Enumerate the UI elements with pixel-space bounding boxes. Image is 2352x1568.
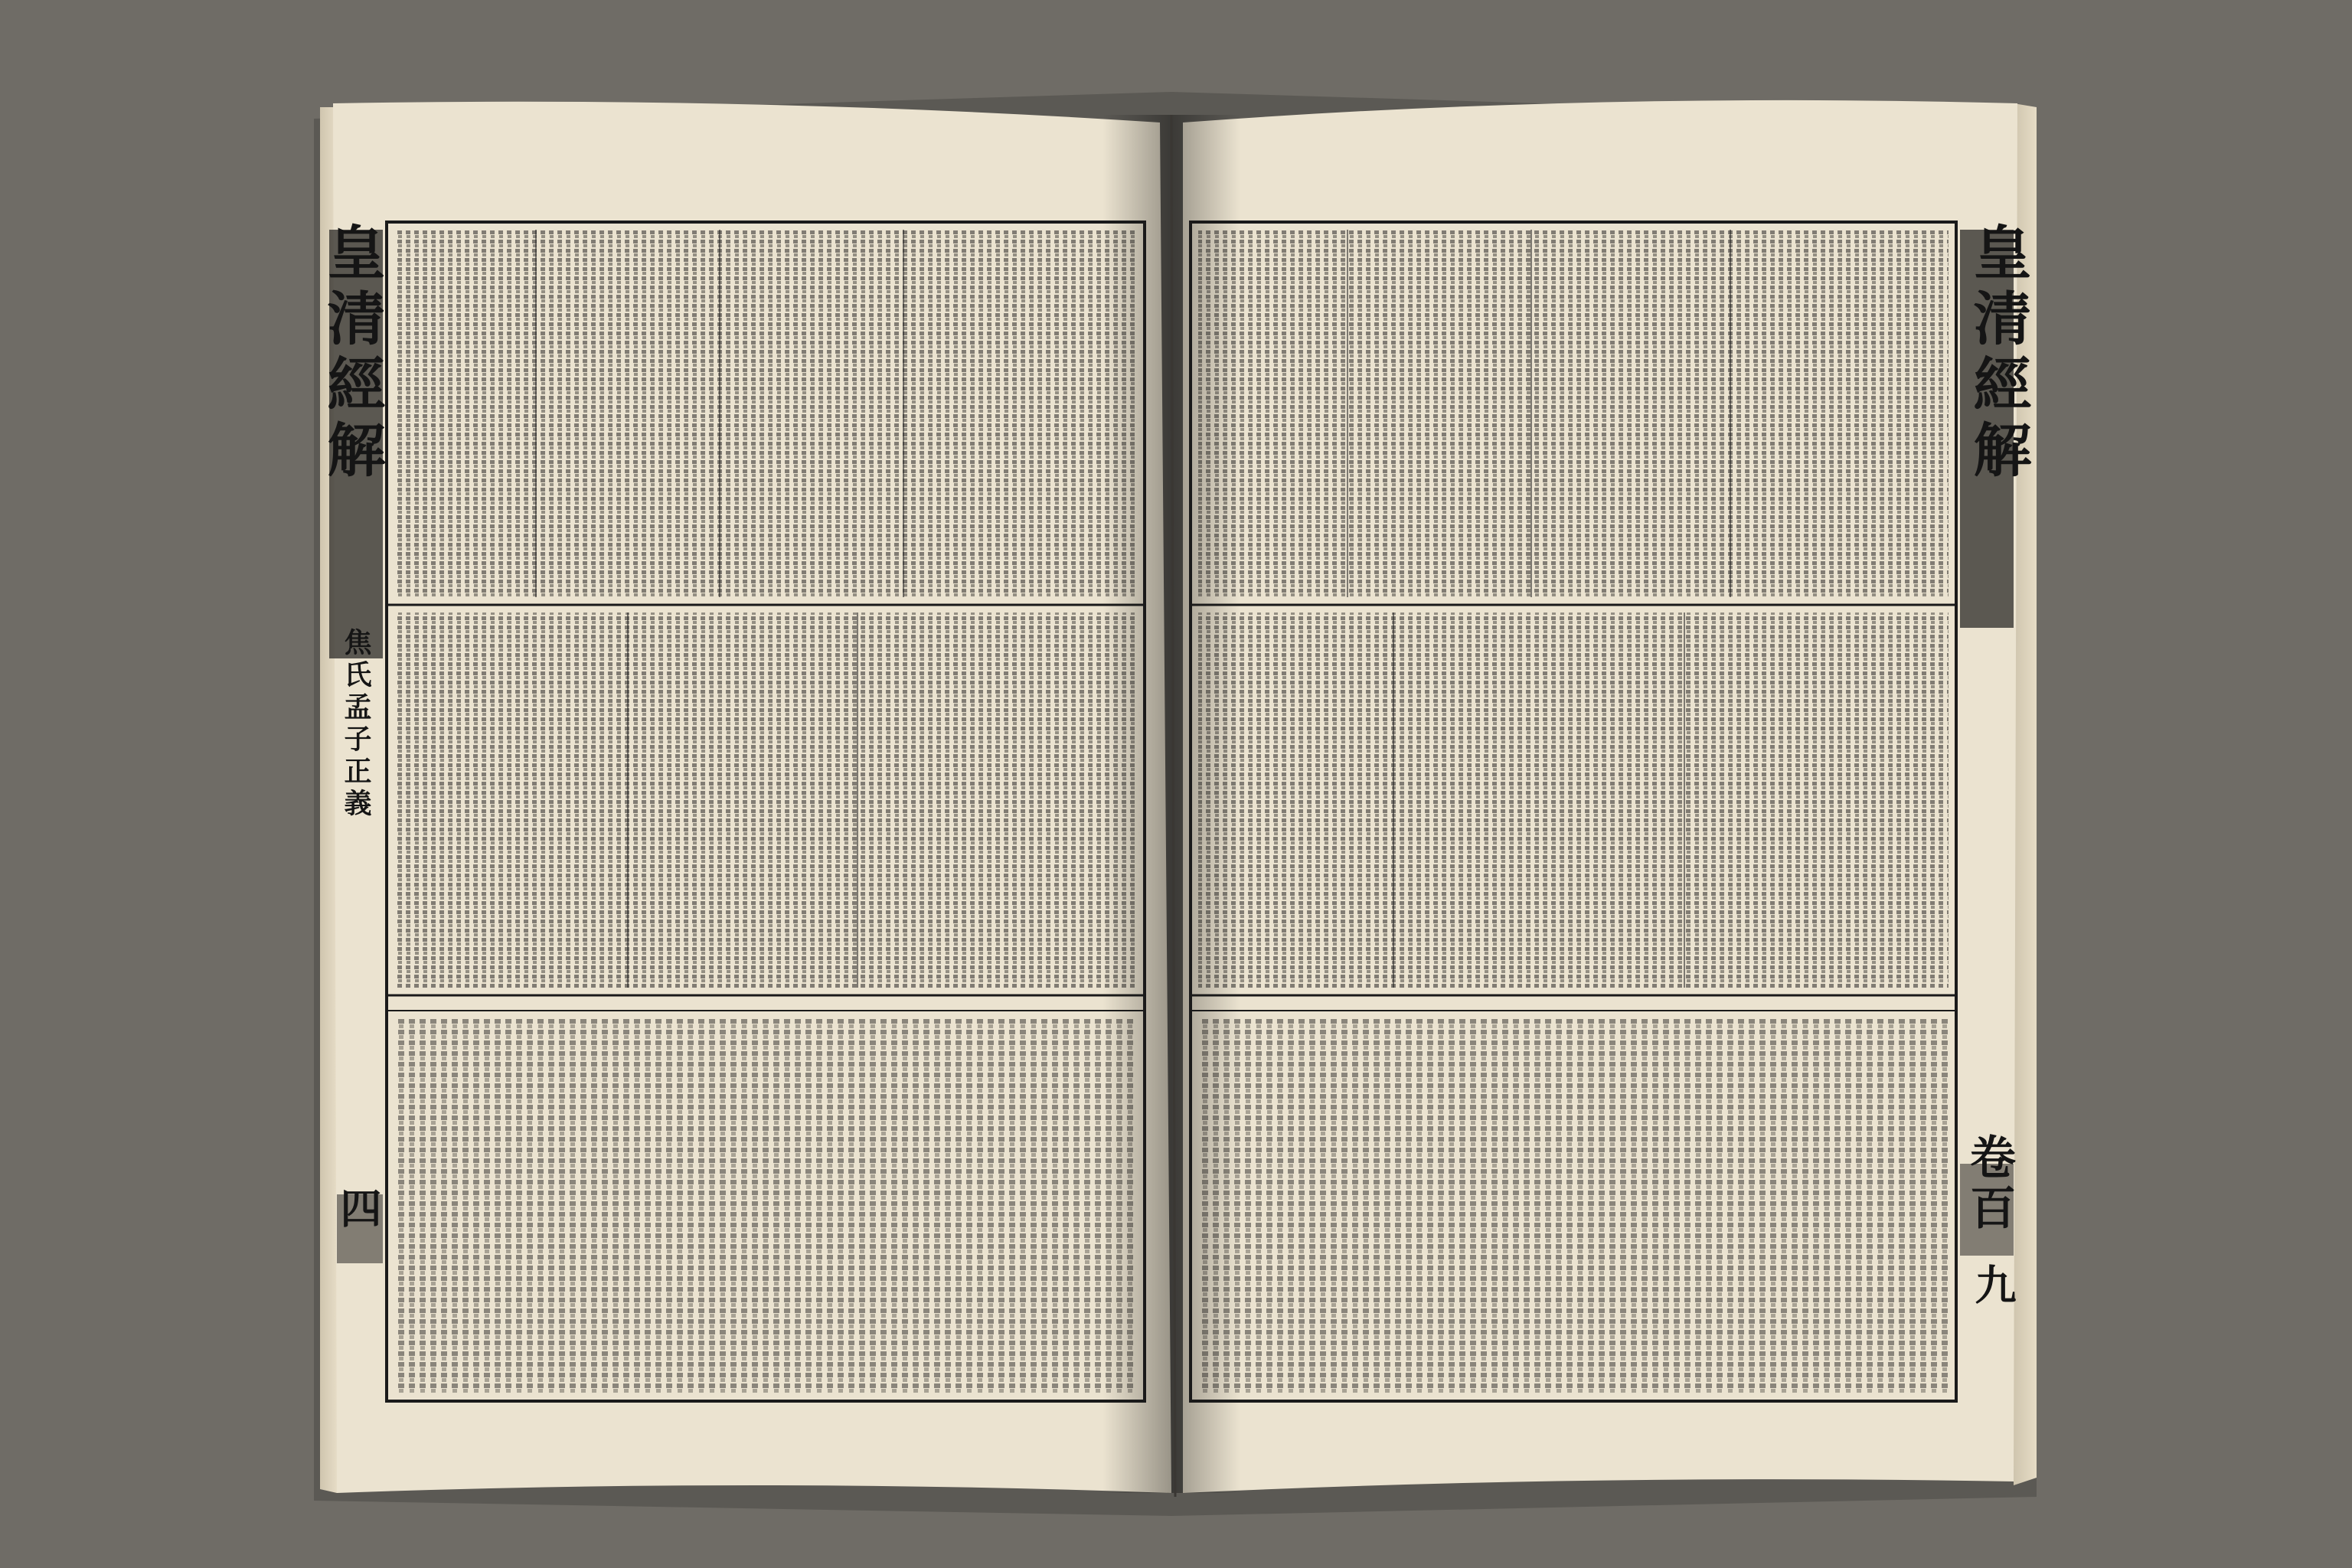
right-register-middle-text	[1198, 612, 1949, 988]
right-volume-label: 卷百	[1962, 1133, 2016, 1234]
right-register-bottom-text	[1198, 1018, 1949, 1393]
left-running-head: 皇清經解	[318, 222, 386, 485]
right-register-top-text	[1198, 230, 1949, 597]
right-running-head: 皇清經解	[1964, 222, 2032, 485]
left-register-bottom-text	[394, 1018, 1137, 1393]
left-register-middle-text	[394, 612, 1137, 988]
right-page-number: 九	[1968, 1263, 2017, 1306]
left-chapter-label: 焦氏孟子正義	[340, 628, 372, 821]
left-page-number: 四	[334, 1187, 383, 1230]
left-register-top-text	[394, 230, 1137, 597]
